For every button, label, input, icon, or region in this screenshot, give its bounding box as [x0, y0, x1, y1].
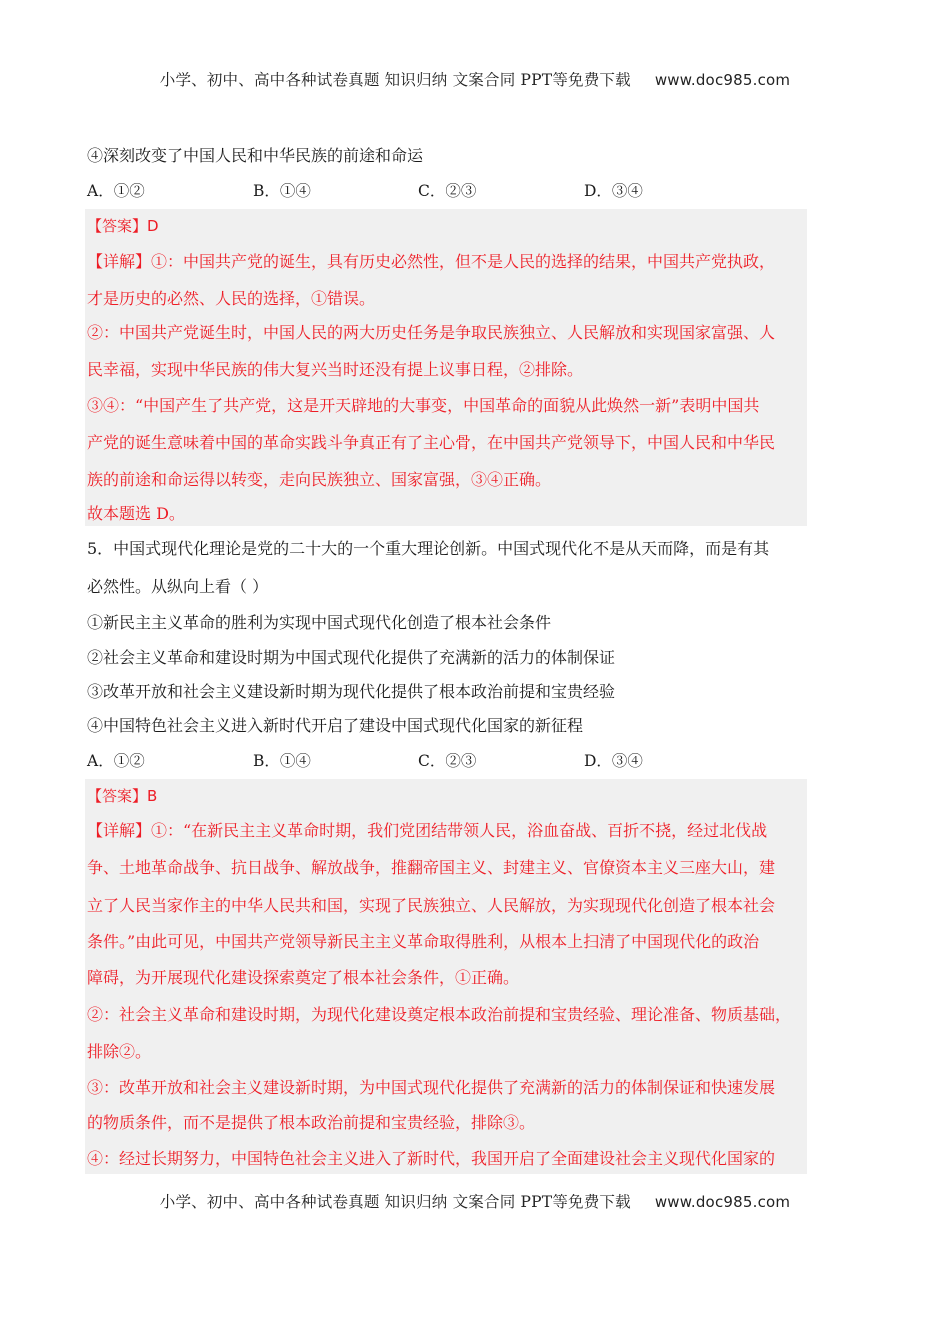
q4-explain-line: ②：中国共产党诞生时，中国人民的两大历史任务是争取民族独立、人民解放和实现国家富强、人: [87, 323, 776, 342]
q4-option-4: ④深刻改变了中国人民和中华民族的前途和命运: [87, 146, 424, 165]
page-header: [0, 68, 950, 90]
q5-option-2: ②社会主义革命和建设时期为中国式现代化提供了充满新的活力的体制保证: [87, 648, 616, 667]
q5-explain-line: 排除②。: [87, 1042, 152, 1061]
q5-explain-line: 条件。”由此可见，中国共产党领导新民主主义革命取得胜利，从根本上扫清了中国现代化的政治: [87, 932, 760, 951]
q5-explain-line: ④：经过长期努力，中国特色社会主义进入了新时代，我国开启了全面建设社会主义现代化国家的: [87, 1149, 776, 1168]
q4-explain-line: ③④：“中国产生了共产党，这是开天辟地的大事变，中国革命的面貌从此焕然一新”表明中国共: [87, 396, 760, 415]
q4-answer: 【答案】D: [87, 217, 159, 235]
q5-choice-a: A．①②: [87, 752, 145, 770]
q4-explain-line: 故本题选 D。: [87, 504, 185, 523]
q5-choice-c: C．②③: [418, 752, 477, 770]
q4-choice-b: B．①④: [253, 182, 311, 200]
q5-explain-line: 【详解】①：“在新民主主义革命时期，我们党团结带领人民，浴血奋战、百折不挠，经过北伐战: [87, 821, 768, 840]
q5-explain-line: ③：改革开放和社会主义建设新时期，为中国式现代化提供了充满新的活力的体制保证和快速发展: [87, 1078, 776, 1097]
q5-answer: 【答案】B: [87, 787, 158, 805]
header-text: 小学、初中、高中各种试卷真题 知识归纳 文案合同 PPT等免费下载: [159, 71, 631, 89]
q4-explain-line: 【详解】①：中国共产党的诞生，具有历史必然性，但不是人民的选择的结果，中国共产党执政，: [87, 252, 776, 271]
q4-explain-line: 民幸福，实现中华民族的伟大复兴当时还没有提上议事日程，②排除。: [87, 360, 584, 379]
q5-option-3: ③改革开放和社会主义建设新时期为现代化提供了根本政治前提和宝贵经验: [87, 682, 616, 701]
q5-choice-d: D．③④: [584, 752, 643, 770]
footer-site[interactable]: www.doc985.com: [654, 1193, 791, 1211]
header-site[interactable]: www.doc985.com: [654, 71, 791, 89]
footer-text: 小学、初中、高中各种试卷真题 知识归纳 文案合同 PPT等免费下载: [159, 1193, 631, 1211]
q4-explain-line: 族的前途和命运得以转变，走向民族独立、国家富强，③④正确。: [87, 470, 552, 489]
q5-answer-box: [85, 779, 807, 1174]
q4-explain-line: 产党的诞生意味着中国的革命实践斗争真正有了主心骨，在中国共产党领导下，中国人民和中华民: [87, 433, 776, 452]
q5-explain-line: 争、土地革命战争、抗日战争、解放战争，推翻帝国主义、封建主义、官僚资本主义三座大山，建: [87, 858, 776, 877]
page-footer: [0, 1190, 950, 1212]
q5-choice-b: B．①④: [253, 752, 311, 770]
q5-explain-line: 障碍，为开展现代化建设探索奠定了根本社会条件，①正确。: [87, 968, 520, 987]
q4-choice-c: C．②③: [418, 182, 477, 200]
q4-answer-box: [85, 209, 807, 526]
q5-explain-line: ②：社会主义革命和建设时期，为现代化建设奠定根本政治前提和宝贵经验、理论准备、物质基础，: [87, 1005, 792, 1024]
q5-stem-line: 必然性。从纵向上看（ ）: [87, 577, 269, 596]
q5-option-4: ④中国特色社会主义进入新时代开启了建设中国式现代化国家的新征程: [87, 716, 584, 735]
q4-choice-a: A．①②: [87, 182, 145, 200]
q5-option-1: ①新民主主义革命的胜利为实现中国式现代化创造了根本社会条件: [87, 613, 552, 632]
q4-explain-line: 才是历史的必然、人民的选择，①错误。: [87, 289, 376, 308]
q5-explain-line: 立了人民当家作主的中华人民共和国，实现了民族独立、人民解放，为实现现代化创造了根本社会: [87, 896, 776, 915]
q5-stem-line: 5．中国式现代化理论是党的二十大的一个重大理论创新。中国式现代化不是从天而降，而是有其: [87, 539, 770, 558]
q5-explain-line: 的物质条件，而不是提供了根本政治前提和宝贵经验，排除③。: [87, 1113, 536, 1132]
q4-choice-d: D．③④: [584, 182, 643, 200]
